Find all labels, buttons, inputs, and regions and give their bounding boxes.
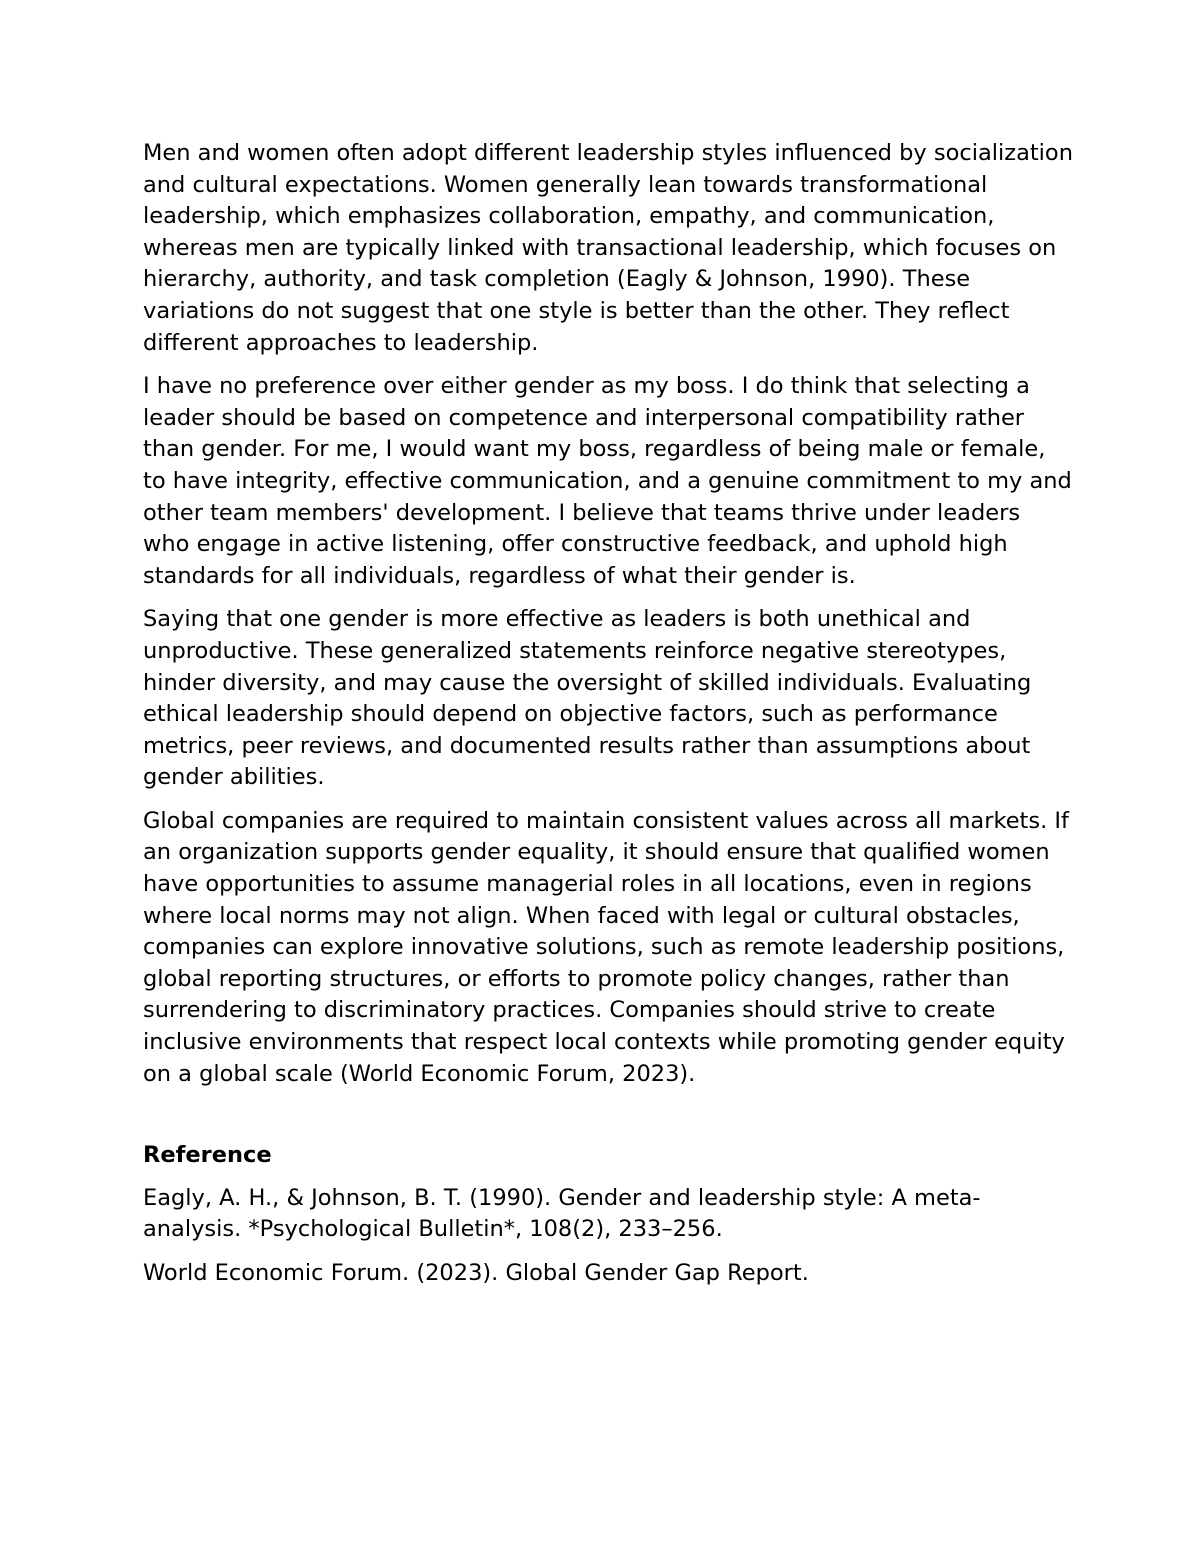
- reference-item-2: World Economic Forum. (2023). Global Gender Gap Report.: [143, 1260, 809, 1286]
- document-page: [143, 138, 1073, 1302]
- references-heading: Reference: [143, 1142, 272, 1169]
- references-section: [143, 1140, 1073, 1289]
- body-paragraph-1: Men and women often adopt different leadership styles influenced by socialization and cultural expectations. Women generally lean towards transformational leadership, which emphasizes collaboration, empathy, and communication, whereas men are typically linked with transactional leadership, which focuses on hierarchy, authority, and task completion (Eagly & Johnson, 1990). These variations do not suggest that one style is better than the other. They reflect different approaches to leadership.: [143, 140, 1073, 356]
- section-spacer: [143, 1102, 1073, 1140]
- reference-item-1: Eagly, A. H., & Johnson, B. T. (1990). Gender and leadership style: A meta-analysis. *Psychological Bulletin*, 108(2), 233–256.: [143, 1184, 981, 1243]
- body-paragraph-4: Global companies are required to maintain consistent values across all markets. If an organization supports gender equality, it should ensure that qualified women have opportunities to assume managerial roles in all locations, even in regions where local norms may not align. When faced with legal or cultural obstacles, companies can explore innovative solutions, such as remote leadership positions, global reporting structures, or efforts to promote policy changes, rather than surrendering to discriminatory practices. Companies should strive to create inclusive environments that respect local contexts while promoting gender equity on a global scale (World Economic Forum, 2023).: [143, 807, 1069, 1087]
- body-paragraph-3: Saying that one gender is more effective as leaders is both unethical and unproductive. These generalized statements reinforce negative stereotypes, hinder diversity, and may cause the oversight of skilled individuals. Evaluating ethical leadership should depend on objective factors, such as performance metrics, peer reviews, and documented results rather than assumptions about gender abilities.: [143, 606, 1032, 791]
- body-paragraph-2: I have no preference over either gender as my boss. I do think that selecting a leader should be based on competence and interpersonal compatibility rather than gender. For me, I would want my boss, regardless of being male or female, to have integrity, effective communication, and a genuine commitment to my and other team members' development. I believe that teams thrive under leaders who engage in active listening, offer constructive feedback, and uphold high standards for all individuals, regardless of what their gender is.: [143, 373, 1072, 589]
